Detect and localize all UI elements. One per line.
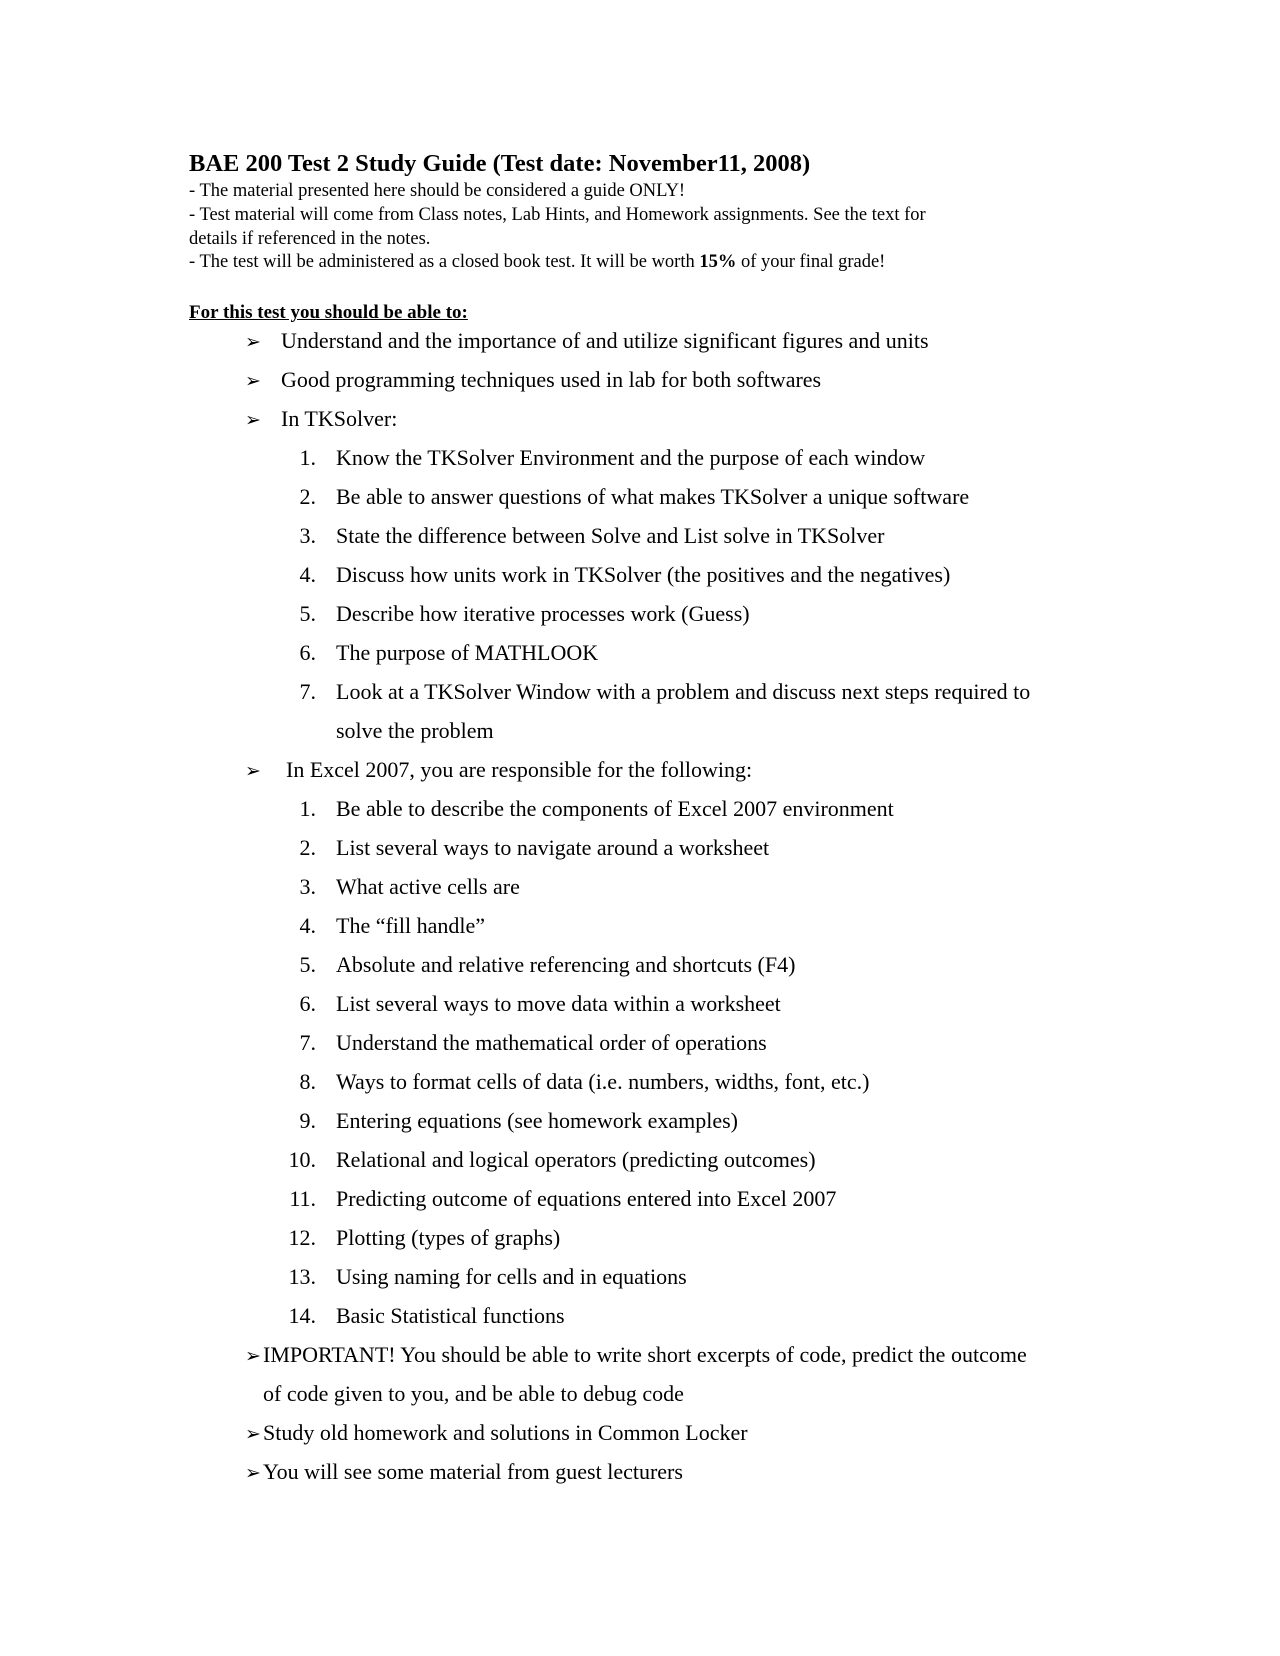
item-text: The purpose of MATHLOOK [336,640,599,665]
arrow-bullet-icon: ➢ [245,410,261,431]
note-test-material-line2: details if referenced in the notes. [189,229,431,249]
item-text: Describe how iterative processes work (Guess) [336,601,750,626]
item-number: 5. [299,601,316,626]
note-test-material-line1: - Test material will come from Class notes, Lab Hints, and Homework assignments. See the text for [189,205,926,225]
item-number: 13. [288,1264,316,1289]
bullet-text: In Excel 2007, you are responsible for the following: [286,757,753,782]
item-number: 3. [299,523,316,548]
bullet-programming [245,367,822,393]
item-text: Relational and logical operators (predicting outcomes) [336,1147,816,1172]
bullet-text: Good programming techniques used in lab for both softwares [281,367,822,392]
arrow-bullet-icon: ➢ [245,761,261,782]
bullet-sig-figs [245,328,929,354]
grade-percent: 15% [699,252,737,272]
item-text: Basic Statistical functions [336,1303,565,1328]
item-text: Using naming for cells and in equations [336,1264,687,1289]
bullet-text: You will see some material from guest lecturers [263,1459,683,1484]
bullet-text: Understand and the importance of and utilize significant figures and units [281,328,929,353]
page-title: BAE 200 Test 2 Study Guide (Test date: November11, 2008) [189,150,811,177]
item-number: 4. [299,562,316,587]
item-number: 7. [299,679,316,704]
item-text: State the difference between Solve and List solve in TKSolver [336,523,885,548]
item-number: 2. [299,484,316,509]
note-closed-book-text: - The test will be administered as a closed book test. It will be worth [189,252,700,272]
item-text: Discuss how units work in TKSolver (the positives and the negatives) [336,562,951,587]
item-number: 3. [299,874,316,899]
bullet-text-continued: of code given to you, and be able to debug code [263,1381,684,1406]
arrow-bullet-icon: ➢ [245,1346,261,1367]
item-text: Predicting outcome of equations entered into Excel 2007 [336,1186,837,1211]
item-text: What active cells are [336,874,520,899]
item-text: List several ways to move data within a worksheet [336,991,781,1016]
item-number: 10. [288,1147,316,1172]
item-number: 6. [299,640,316,665]
item-number: 9. [299,1108,316,1133]
note-closed-book-tail: of your final grade! [736,252,886,272]
item-number: 5. [299,952,316,977]
item-number: 14. [288,1303,316,1328]
item-text: The “fill handle” [336,913,486,938]
item-text-continued: solve the problem [336,718,494,743]
bullet-text: In TKSolver: [281,406,398,431]
arrow-bullet-icon: ➢ [245,371,261,392]
item-text: Know the TKSolver Environment and the purpose of each window [336,445,926,470]
note-closed-book [189,252,885,273]
item-text: Look at a TKSolver Window with a problem and discuss next steps required to [336,679,1031,704]
item-number: 1. [299,445,316,470]
item-number: 12. [288,1225,316,1250]
bullet-excel [245,757,753,783]
bullet-study-homework [245,1420,748,1446]
item-number: 2. [299,835,316,860]
item-number: 8. [299,1069,316,1094]
item-text: Be able to describe the components of Excel 2007 environment [336,796,894,821]
item-text: Absolute and relative referencing and shortcuts (F4) [336,952,796,977]
item-number: 7. [299,1030,316,1055]
section-heading: For this test you should be able to: [189,302,468,323]
item-text: Plotting (types of graphs) [336,1225,561,1250]
item-text: Ways to format cells of data (i.e. numbers, widths, font, etc.) [336,1069,870,1094]
item-number: 6. [299,991,316,1016]
item-number: 11. [289,1186,316,1211]
item-number: 4. [299,913,316,938]
item-text: List several ways to navigate around a worksheet [336,835,770,860]
arrow-bullet-icon: ➢ [245,1424,261,1445]
item-number: 1. [299,796,316,821]
bullet-guest-lecturers [245,1459,683,1485]
bullet-text: IMPORTANT! You should be able to write short excerpts of code, predict the outcome [263,1342,1027,1367]
item-text: Understand the mathematical order of operations [336,1030,767,1055]
arrow-bullet-icon: ➢ [245,332,261,353]
note-guide-only: - The material presented here should be considered a guide ONLY! [189,181,686,201]
bullet-important [245,1342,1027,1368]
bullet-tksolver [245,406,398,432]
arrow-bullet-icon: ➢ [245,1463,261,1484]
item-text: Be able to answer questions of what makes TKSolver a unique software [336,484,970,509]
item-text: Entering equations (see homework examples) [336,1108,738,1133]
bullet-text: Study old homework and solutions in Common Locker [263,1420,748,1445]
